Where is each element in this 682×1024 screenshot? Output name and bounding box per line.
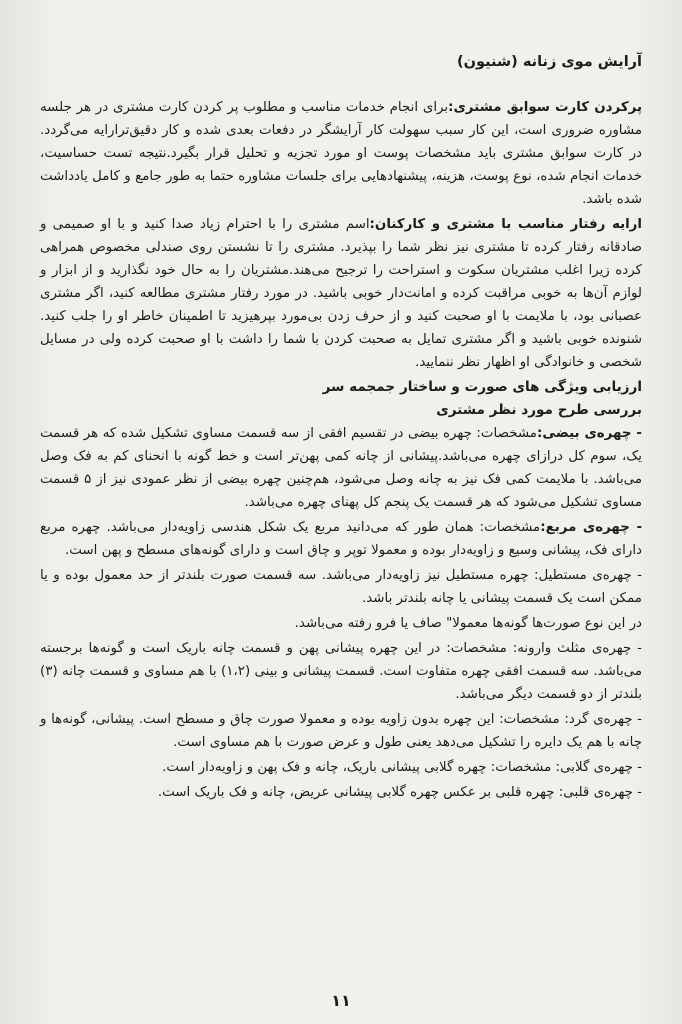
- page-number: ۱۱: [331, 991, 351, 1010]
- paragraph: [40, 516, 642, 562]
- paragraph: [40, 213, 642, 374]
- paragraph-text: - چهره‌ی مثلث وارونه: مشخصات: در این چهره پیشانی پهن و قسمت چانه باریک است و گونه‌ها برجسته می‌باشد. سه قسمت افقی چهره متفاوت است. قسمت پیشانی و بینی (۱،۲) با هم مساوی و قسمت چانه (۳) بلندتر از دو قسمت دیگر می‌باشد.: [40, 641, 643, 702]
- paragraph: [40, 708, 642, 754]
- paragraph-lead: پرکردن کارت سوابق مشتری:: [448, 100, 642, 115]
- paragraph-text: برای انجام خدمات مناسب و مطلوب پر کردن کارت مشتری در هر جلسه مشاوره ضروری است، این کار سبب سهولت کار آرایشگر در دفعات بعدی شده و کار دقیق‌ترارایه می‌گردد. در کارت سوابق مشتری باید مشخصات پوست او مورد تجزیه و تحلیل قرار بگیرد.نتیجه تست حساسیت، خدمات انجام شده، نوع پوست، هزینه، پیشنهادهایی برای جلسات مشاوره حتما به طور جامع و کامل یادداشت شده باشد.: [40, 100, 642, 207]
- paragraph: [40, 564, 642, 610]
- text-body: [40, 96, 642, 804]
- paragraph-text: اسم مشتری را با احترام زیاد صدا کنید و با او صمیمی و صادقانه رفتار کرده تا مشتری نیز نظر شما را بپذیرد. مشتری را تا نشستن روی صندلی مخصوص همراهی کرده زیرا اغلب مشتریان سکوت و استراحت را ترجیح می‌هند.مشتریان را به حال خود نگذارید و از ابزار و لوازم آن‌ها به خوبی مراقبت کرده و امانت‌دار خوبی باشید. در مورد رفتار مشتری مطالعه کنید، اگر مشتری عصبانی بود، با ملایمت با او صحبت کنید و از حرف زدن بی‌مورد بپرهیزید تا اطمینان خاطر او را جلب کنید. شنونده خوبی باشید و اگر مشتری تمایل به صحبت کردن با شما را داشت با او صحبت کرده ولی در مسایل شخصی و خانوادگی او اظهار نظر ننمایید.: [40, 217, 642, 370]
- paragraph: [40, 422, 642, 514]
- paragraph-text: مشخصات: همان طور که می‌دانید مربع یک شکل هندسی زاویه‌دار می‌باشد. چهره مربع دارای فک، پیشانی وسیع و زاویه‌دار بوده و معمولا توپر و چاق است و دارای گونه‌های مسطح و پهن است.: [40, 520, 642, 558]
- paragraph-text: در این نوع صورت‌ها گونه‌ها معمولا" صاف یا فرو رفته می‌باشد.: [294, 616, 642, 631]
- paragraph: [40, 637, 642, 706]
- paragraph: [40, 96, 642, 211]
- paragraph: [40, 612, 642, 635]
- paragraph: [40, 781, 642, 804]
- paragraph-text: - چهره‌ی قلبی: چهره قلبی بر عکس چهره گلابی پیشانی عریض، چانه و فک باریک است.: [157, 785, 642, 800]
- paragraph: [40, 756, 642, 779]
- paragraph-lead: ارایه رفتار مناسب با مشتری و کارکنان:: [369, 217, 642, 232]
- paragraph-lead: - چهره‌ی مربع:: [540, 520, 643, 535]
- paragraph-text: - چهره‌ی گرد: مشخصات: این چهره بدون زاویه بوده و معمولا صورت چاق و مسطح است. پیشانی، گونه‌ها و چانه با هم یک دایره را تشکیل می‌دهد یعنی طول و عرض صورت با هم مساوی است.: [40, 712, 642, 750]
- paragraph-text: - چهره‌ی گلابی: مشخصات: چهره گلابی پیشانی باریک، چانه و فک پهن و زاویه‌دار است.: [162, 760, 642, 775]
- running-head: آرایش موی زنانه (شنیون): [456, 54, 642, 70]
- paragraph-text: مشخصات: چهره بیضی در تقسیم افقی از سه قسمت مساوی تشکیل شده که هر قسمت یک، سوم کل درازای چهره می‌باشد.پیشانی از چانه کمی پهن‌تر است و خط گونه با انحنای کم به فک وصل می‌باشد. با ملایمت کمی فک نیز به چانه وصل می‌شود، هم‌چنین چهره بیضی از نظر عمودی نیز از ۵ قسمت مساوی تشکیل می‌شود که هر قسمت یک پنجم کل پهنای چهره می‌باشد.: [40, 426, 643, 510]
- section-heading: ارزیابی ویژگی های صورت و ساختار جمجمه سر: [322, 379, 642, 395]
- paragraph-text: - چهره‌ی مستطیل: چهره مستطیل نیز زاویه‌دار می‌باشد. سه قسمت صورت بلندتر از حد معمول بوده و یا ممکن است یک قسمت پیشانی یا چانه بلندتر باشد.: [40, 568, 642, 606]
- paragraph-lead: - چهره‌ی بیضی:: [536, 426, 642, 441]
- section-heading: بررسی طرح مورد نظر مشتری: [436, 402, 642, 418]
